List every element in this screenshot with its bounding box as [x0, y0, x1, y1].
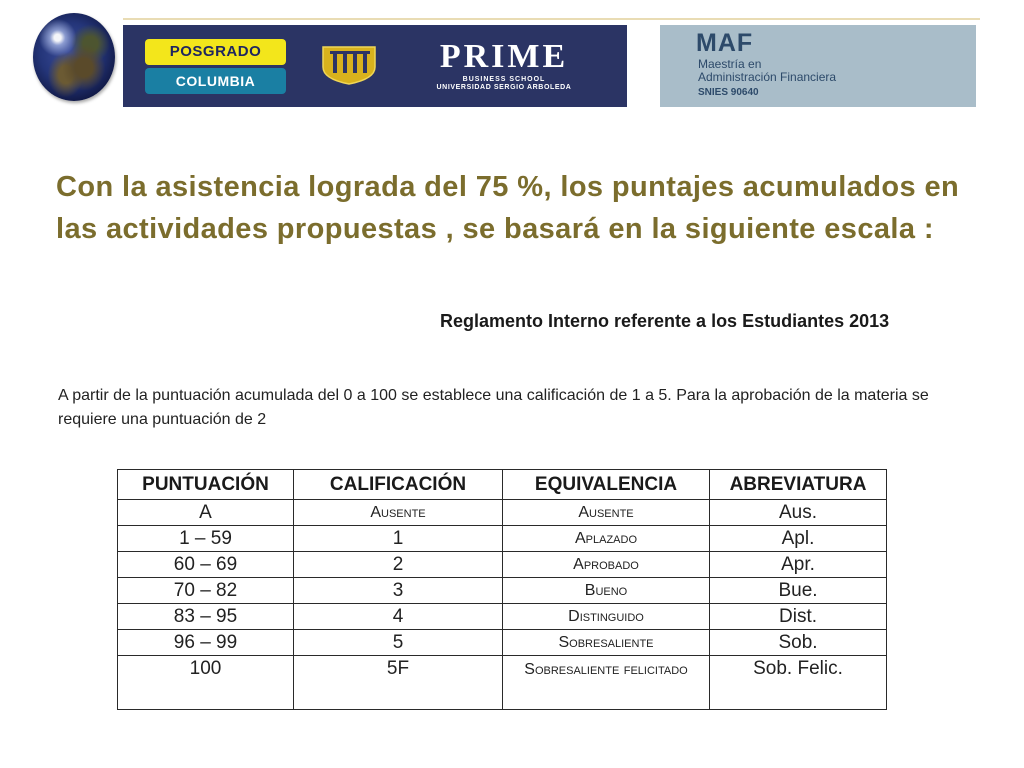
cell-calificacion: 4: [294, 604, 503, 630]
cell-puntuacion: 1 – 59: [118, 526, 294, 552]
table-row: [118, 578, 887, 604]
table-row: [118, 656, 887, 710]
regulation-paragraph: A partir de la puntuación acumulada del 0 a 100 se establece una calificación de 1 a 5. Para la aprobación de la materia se requiere una puntuación de 2: [58, 387, 929, 428]
globe-logo: [33, 13, 115, 101]
cell-calificacion: 5: [294, 630, 503, 656]
maf-logo: [660, 25, 976, 107]
cell-equivalencia: sobresaliente felicitado: [503, 656, 710, 710]
table-row: [118, 552, 887, 578]
maf-title: MAF: [696, 29, 754, 57]
cell-abreviatura: Sob. Felic.: [710, 656, 887, 710]
maf-snies: SNIES 90640: [698, 87, 759, 98]
maf-line-1: Maestría en: [698, 57, 762, 71]
header-equivalencia: EQUIVALENCIA: [503, 470, 710, 500]
table-row: [118, 526, 887, 552]
cell-equivalencia: sobresaliente: [503, 630, 710, 656]
cell-equivalencia: aprobado: [503, 552, 710, 578]
cell-abreviatura: Apl.: [710, 526, 887, 552]
cell-puntuacion: 70 – 82: [118, 578, 294, 604]
regulation-heading: Reglamento Interno referente a los Estudiantes 2013: [440, 311, 890, 331]
cell-abreviatura: Bue.: [710, 578, 887, 604]
posgrado-columbia-logo: [145, 39, 286, 94]
grading-scale-table: [117, 469, 887, 710]
prime-subtitle: BUSINESS SCHOOL: [462, 76, 546, 83]
cell-equivalencia: distinguido: [503, 604, 710, 630]
cell-calificacion: ausente: [294, 500, 503, 526]
cell-equivalencia: bueno: [503, 578, 710, 604]
table-row: [118, 604, 887, 630]
cell-puntuacion: 100: [118, 656, 294, 710]
cell-calificacion: 1: [294, 526, 503, 552]
cell-abreviatura: Sob.: [710, 630, 887, 656]
posgrado-label: POSGRADO: [145, 39, 286, 65]
institution-banner: [123, 25, 627, 107]
header-puntuacion: PUNTUACIÓN: [118, 470, 294, 500]
cell-puntuacion: 83 – 95: [118, 604, 294, 630]
cell-calificacion: 2: [294, 552, 503, 578]
cell-abreviatura: Apr.: [710, 552, 887, 578]
columbia-label: COLUMBIA: [145, 68, 286, 94]
cell-abreviatura: Aus.: [710, 500, 887, 526]
table-row: [118, 630, 887, 656]
prime-university: UNIVERSIDAD SERGIO ARBOLEDA: [436, 84, 572, 91]
header-rule: [123, 18, 980, 20]
prime-wordmark: PRIME: [439, 38, 569, 75]
cell-calificacion: 3: [294, 578, 503, 604]
cell-abreviatura: Dist.: [710, 604, 887, 630]
cell-puntuacion: A: [118, 500, 294, 526]
header-calificacion: CALIFICACIÓN: [294, 470, 503, 500]
cell-calificacion: 5F: [294, 656, 503, 710]
table-row: [118, 500, 887, 526]
cell-puntuacion: 60 – 69: [118, 552, 294, 578]
cell-equivalencia: ausente: [503, 500, 710, 526]
cell-equivalencia: aplazado: [503, 526, 710, 552]
cell-puntuacion: 96 – 99: [118, 630, 294, 656]
maf-line-2: Administración Financiera: [698, 70, 837, 84]
slide-title: Con la asistencia lograda del 75 %, los puntajes acumulados en las actividades propuestas , se basará en la siguiente escala :: [56, 171, 960, 245]
table-header-row: [118, 470, 887, 500]
header-abreviatura: ABREVIATURA: [710, 470, 887, 500]
prime-shield-icon: [319, 45, 379, 85]
